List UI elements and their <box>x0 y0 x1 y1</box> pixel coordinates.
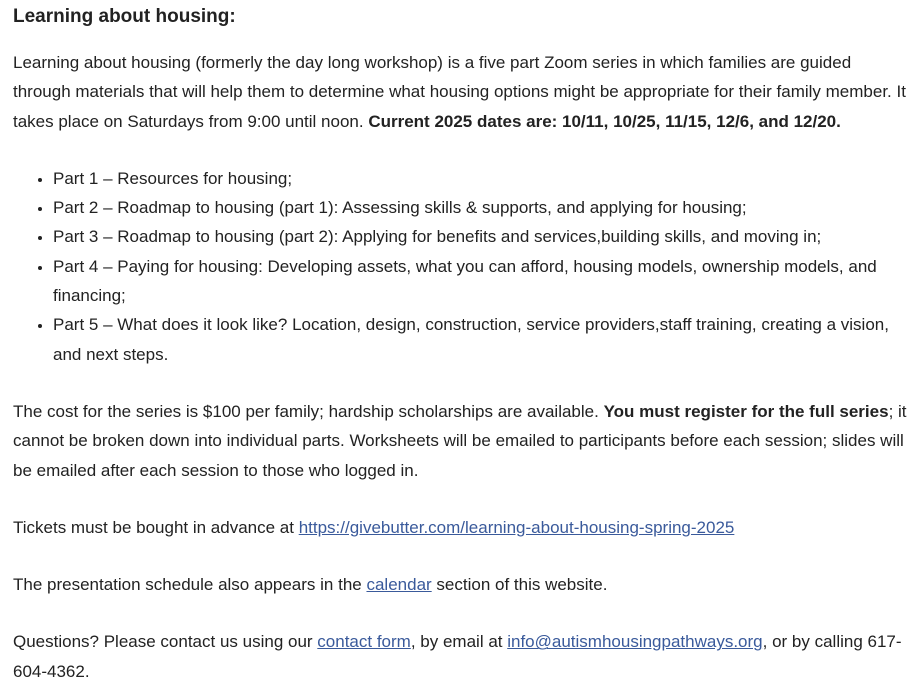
cost-text: The cost for the series is $100 per family; hardship scholarships are available. <box>13 401 604 421</box>
tickets-text: Tickets must be bought in advance at <box>13 517 299 537</box>
schedule-paragraph <box>13 570 911 599</box>
questions-text-email: , by email at <box>410 632 508 652</box>
calendar-link[interactable]: calendar <box>366 575 432 595</box>
schedule-text: The presentation schedule also appears in the <box>13 575 367 595</box>
list-item: • Part 1 – Resources for housing; <box>53 164 911 193</box>
dates-text: Current 2025 dates are: 10/11, 10/25, 11/15, 12/6, and 12/20. <box>368 111 841 131</box>
questions-text: Questions? Please contact us using our <box>13 632 318 652</box>
questions-paragraph <box>13 627 911 686</box>
intro-paragraph <box>13 48 911 136</box>
contact-form-link[interactable]: contact form <box>317 632 411 652</box>
list-item: • Part 3 – Roadmap to housing (part 2): Applying for benefits and services,building skills, and moving in; <box>53 222 911 251</box>
tickets-paragraph <box>13 513 911 542</box>
parts-list <box>13 164 911 369</box>
givebutter-link[interactable]: https://givebutter.com/learning-about-housing-spring-2025 <box>298 517 735 537</box>
email-link[interactable]: info@autismhousingpathways.org <box>507 632 763 652</box>
list-item: • Part 2 – Roadmap to housing (part 1): Assessing skills & supports, and applying for housing; <box>53 193 911 222</box>
section-heading: Learning about housing: <box>13 6 236 27</box>
schedule-text-continued: section of this website. <box>431 575 608 595</box>
list-item: • Part 5 – What does it look like? Location, design, construction, service providers,staff training, creating a vision, and next steps. <box>53 310 911 369</box>
cost-paragraph <box>13 397 911 485</box>
list-item: • Part 4 – Paying for housing: Developing assets, what you can afford, housing models, ownership models, and financing; <box>53 252 911 311</box>
intro-text: Learning about housing (formerly the day long workshop) is a five part Zoom series in which families are guided through materials that will help them to determine what housing options might be appropriate for their family member. It takes place on Saturdays from 9:00 until noon. <box>13 53 906 131</box>
questions-text-phone: , or by calling 617-604-4362. <box>13 632 902 681</box>
article-body <box>0 3 917 686</box>
register-notice: You must register for the full series <box>603 401 889 421</box>
cost-text-continued: ; it cannot be broken down into individual parts. Worksheets will be emailed to participants before each session; slides will be emailed after each session to those who logged in. <box>13 401 907 480</box>
